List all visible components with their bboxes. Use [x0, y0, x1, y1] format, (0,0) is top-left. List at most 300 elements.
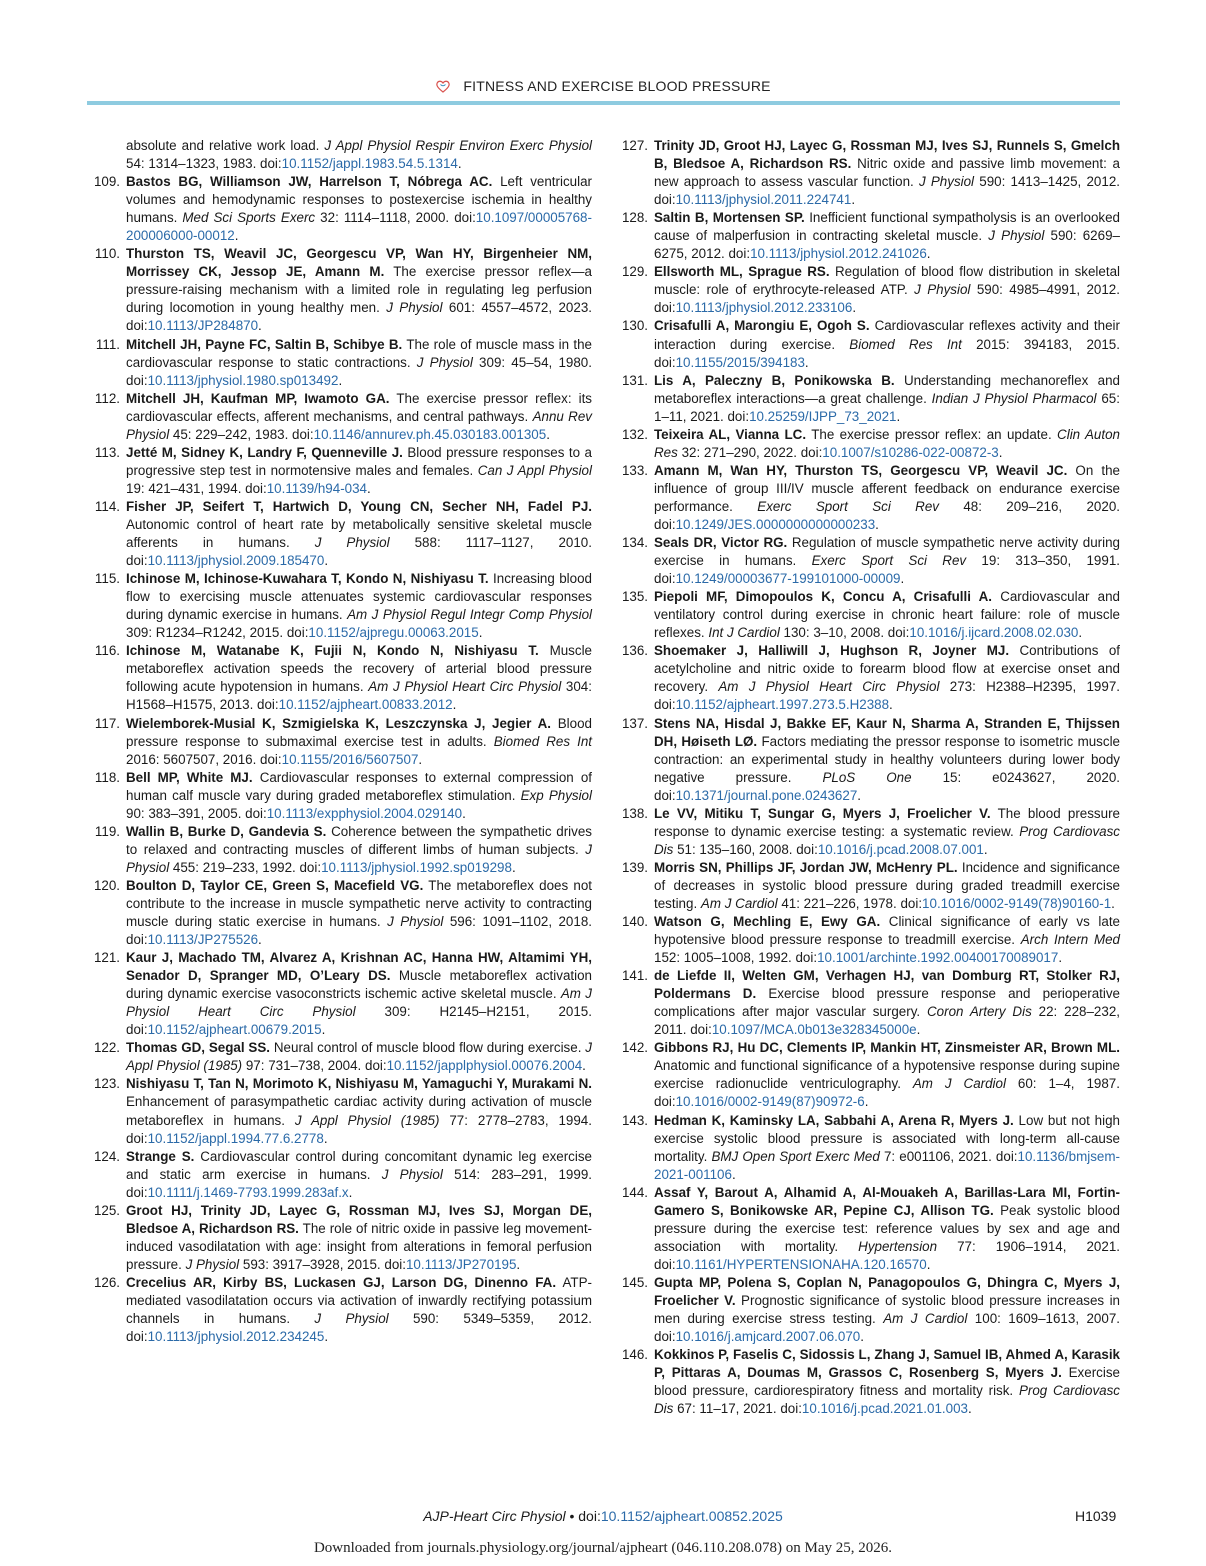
reference-citation: 593: 3917–3928, 2015. doi: — [242, 1256, 406, 1272]
reference-authors: Saltin B, Mortensen SP. — [654, 210, 805, 226]
reference-authors: Thurston TS, Weavil JC, Georgescu VP, Wan HY, Birgenheier NM, Morrissey CK, Jessop JE, Amann M. — [126, 246, 592, 280]
reference-number: 122. — [93, 1040, 120, 1056]
reference-title: The role of nitric oxide in passive leg movement-induced vasodilatation with age: insight from alterations in femoral perfusion pressure. — [126, 1220, 592, 1272]
reference-number: 115. — [94, 571, 120, 587]
reference-authors: Gibbons RJ, Hu DC, Clements IP, Mankin HT, Zinsmeister AR, Brown ML. — [654, 1040, 1120, 1056]
reference-number: 117. — [94, 715, 120, 731]
reference-entry — [614, 1346, 1120, 1418]
reference-title: Cardiovascular reflexes activity and their interaction during exercise. — [654, 318, 1120, 352]
reference-title: Prognostic significance of systolic blood pressure increases in men during exercise stress testing. — [654, 1293, 1120, 1327]
reference-authors: Kaur J, Machado TM, Alvarez A, Krishnan AC, Hanna HW, Altamimi YH, Senador D, Spranger MD, O’Leary DS. — [126, 950, 592, 984]
reference-entry — [614, 426, 1120, 462]
reference-entry — [614, 588, 1120, 642]
spacer — [384, 264, 393, 279]
reference-number: 146. — [621, 1347, 648, 1363]
spacer — [356, 1004, 385, 1019]
reference-authors: Ichinose M, Ichinose-Kuwahara T, Kondo N, Nishiyasu T. — [126, 571, 489, 587]
reference-entry — [86, 1148, 592, 1202]
reference-citation: 45: 229–242, 1983. doi: — [172, 426, 314, 442]
reference-entry — [86, 173, 592, 245]
reference-end: . — [852, 300, 857, 316]
reference-end: . — [258, 318, 262, 334]
reference-journal: J Physiol — [387, 914, 444, 930]
reference-citation: 67: 11–17, 2021. doi: — [677, 1401, 802, 1417]
reference-number: 119. — [94, 823, 120, 839]
reference-doi-link[interactable]: 10.1113/jphysiol.2012.234245 — [147, 1329, 325, 1345]
spacer — [967, 1311, 974, 1326]
reference-citation: 48: 209–216, 2020. doi: — [654, 498, 1120, 532]
reference-authors: Seals DR, Victor RG. — [654, 535, 788, 551]
header-title: FITNESS AND EXERCISE BLOOD PRESSURE — [463, 78, 771, 95]
reference-journal: J Physiol — [126, 841, 592, 875]
reference-end: . — [321, 1022, 326, 1038]
reference-entry — [86, 336, 592, 390]
reference-citation: 32: 1114–1118, 2000. doi: — [320, 210, 476, 226]
reference-citation: 41: 221–226, 1978. doi: — [781, 895, 923, 911]
reference-entry — [614, 372, 1120, 426]
spacer — [443, 1167, 454, 1182]
reference-end: . — [258, 932, 262, 948]
reference-title: Coherence between the sympathetic drives to relaxed and contracting muscles of different limbs of human subjects. — [126, 823, 592, 857]
reference-title: The exercise pressor reflex: its cardiovascular effects, afferent mechanisms, and central pathways. — [126, 390, 592, 424]
spacer — [1009, 643, 1019, 658]
reference-number: 141. — [621, 968, 648, 984]
reference-journal: Clin Auton Res — [654, 426, 1120, 460]
reference-citation: 304: H1568–H1575, 2013. doi: — [126, 679, 592, 713]
reference-authors: Morris SN, Phillips JF, Jordan JW, McHenry PL. — [654, 859, 958, 875]
reference-end: . — [546, 426, 550, 442]
reference-journal: Hypertension — [858, 1238, 938, 1254]
reference-title: Contributions of acetylcholine and nitric oxide to forearm blood flow at exercise onset and recovery. — [654, 643, 1120, 695]
reference-entry — [86, 390, 592, 444]
reference-title: absolute and relative work load. — [126, 138, 320, 153]
reference-entry — [86, 1274, 592, 1346]
spacer — [991, 806, 998, 821]
reference-end: . — [1078, 625, 1083, 641]
reference-authors: Bastos BG, Williamson JW, Harrelson T, Nóbrega AC. — [126, 174, 493, 190]
reference-authors: Boulton D, Taylor CE, Green S, Macefield VG. — [126, 877, 424, 893]
reference-authors: Gupta MP, Polena S, Coplan N, Panagopoulos G, Dhingra C, Myers J, Froelicher V. — [654, 1274, 1120, 1308]
reference-journal: Am J Physiol Regul Integr Comp Physiol — [347, 607, 592, 623]
reference-title: Cardiovascular and ventilatory control during exercise in chronic heart failure: role of muscle reflexes. — [654, 589, 1120, 641]
reference-number: 140. — [621, 914, 648, 930]
reference-entry — [614, 534, 1120, 588]
reference-doi-link[interactable]: 10.1113/jphysiol.1980.sp013492 — [147, 372, 339, 388]
reference-doi-link[interactable]: 10.1016/0002-9149(87)90972-6 — [675, 1094, 865, 1110]
reference-end: . — [983, 841, 988, 857]
reference-doi-link[interactable]: 10.1152/jappl.1983.54.5.1314 — [281, 156, 458, 172]
reference-number: 143. — [621, 1112, 648, 1128]
reference-title: The exercise pressor reflex—a pressure-raising mechanism with a limited role in regulating leg perfusion during locomotion in young healthy men. — [126, 264, 592, 316]
reference-doi-link[interactable]: 10.1113/jphysiol.2012.233106 — [675, 300, 853, 316]
reference-end: . — [804, 354, 809, 370]
reference-doi-link[interactable]: 10.1152/ajpheart.1997.273.5.H2388 — [675, 697, 890, 713]
reference-citation: 309: H2145–H2151, 2015. doi: — [126, 1004, 592, 1038]
reference-authors: Assaf Y, Barout A, Alhamid A, Al-Mouakeh A, Barillas-Lara MI, Fortin-Gamero S, Bonikowske AR, Pepine CJ, Allison TG. — [654, 1184, 1120, 1218]
reference-authors: de Liefde II, Welten GM, Verhagen HJ, van Domburg RT, Stolker RJ, Poldermans D. — [654, 968, 1120, 1002]
reference-citation: 590: 5349–5359, 2012. doi: — [126, 1311, 592, 1345]
reference-citation: 77: 2778–2783, 1994. doi: — [126, 1112, 592, 1146]
reference-doi-link[interactable]: 10.1155/2015/394183 — [675, 354, 805, 370]
reference-journal: J Appl Physiol Respir Environ Exerc Physiol — [324, 138, 592, 153]
page-number: H1039 — [1075, 1508, 1117, 1524]
reference-end: . — [889, 697, 893, 713]
reference-authors: Crisafulli A, Marongiu E, Ogoh S. — [654, 318, 870, 334]
reference-doi-link[interactable]: 10.1113/jphysiol.2011.224741 — [675, 192, 852, 208]
reference-journal: Am J Physiol Heart Circ Physiol — [718, 679, 940, 695]
reference-doi-link[interactable]: 10.1146/annurev.ph.45.030183.001305 — [313, 426, 547, 442]
reference-entry — [86, 245, 592, 335]
reference-authors: Ellsworth ML, Sprague RS. — [654, 264, 830, 280]
reference-authors: Amann M, Wan HY, Thurston TS, Georgescu VP, Weavil JC. — [654, 462, 1068, 478]
reference-doi-link[interactable]: 10.1113/jphysiol.2012.241026 — [750, 246, 927, 262]
reference-citation: 15: e0243627, 2020. doi: — [654, 769, 1120, 803]
reference-entry — [614, 1039, 1120, 1111]
reference-entry — [614, 462, 1120, 534]
reference-end: . — [860, 1329, 864, 1345]
reference-title: The blood pressure response to dynamic exercise testing: a systematic review. — [654, 805, 1120, 839]
references-left-column — [86, 137, 592, 1346]
reference-journal: Prog Cardiovasc Dis — [654, 823, 1120, 857]
spacer — [939, 499, 963, 514]
reference-entry — [86, 498, 592, 570]
spacer — [551, 716, 558, 731]
reference-number: 138. — [621, 805, 648, 821]
reference-number: 134. — [621, 535, 648, 551]
spacer — [390, 535, 415, 550]
reference-journal: Indian J Physiol Pharmacol — [931, 390, 1097, 406]
reference-end: . — [324, 553, 329, 569]
reference-journal: Exerc Sport Sci Rev — [811, 553, 967, 569]
footer-citation — [0, 1508, 1206, 1524]
reference-end: . — [367, 480, 371, 496]
reference-journal: Exp Physiol — [520, 787, 592, 803]
reference-authors: Wielemborek-Musial K, Szmigielska K, Leszczynska J, Jegier A. — [126, 715, 552, 731]
reference-title: Autonomic control of heart rate by metabolically sensitive skeletal muscle afferents in humans. — [126, 516, 592, 551]
reference-number: 126. — [93, 1274, 120, 1290]
reference-doi-link[interactable]: 10.1016/j.amjcard.2007.06.070 — [675, 1329, 861, 1345]
reference-title: Muscle metaboreflex activation speeds the recovery of arterial blood pressure following acute hypotension in humans. — [126, 643, 592, 695]
reference-end: . — [234, 228, 239, 244]
reference-journal: J Physiol — [914, 282, 971, 298]
reference-journal: Exerc Sport Sci Rev — [757, 498, 939, 514]
footer-separator: • doi: — [565, 1508, 601, 1524]
reference-citation: 588: 1117–1127, 2010. doi: — [126, 535, 592, 569]
reference-doi-link[interactable]: 10.1113/expphysiol.2004.029140 — [266, 805, 463, 821]
reference-doi-link[interactable]: 10.1016/j.pcad.2021.01.003 — [801, 1401, 968, 1417]
reference-journal: PLoS One — [822, 769, 912, 785]
reference-end: . — [324, 1329, 329, 1345]
reference-title: Muscle metaboreflex activation during dynamic exercise vasoconstricts ischemic active skeletal muscle. — [126, 968, 592, 1002]
reference-entry — [614, 913, 1120, 967]
spacer — [370, 1167, 381, 1182]
reference-end: . — [452, 697, 457, 713]
reference-title: Low but not high exercise systolic blood pressure is associated with long-term all-cause mortality. — [654, 1112, 1120, 1164]
reference-citation: 2015: 394183, 2015. doi: — [654, 336, 1120, 370]
references-right-column — [614, 137, 1120, 1418]
reference-entry — [614, 859, 1120, 913]
reference-journal: Arch Intern Med — [1020, 932, 1120, 948]
reference-doi-link[interactable]: 10.1016/j.ijcard.2008.02.030 — [909, 625, 1079, 641]
reference-journal: J Physiol — [381, 1166, 443, 1182]
reference-journal: Am J Cardiol — [883, 1311, 968, 1327]
reference-citation: 309: R1234–R1242, 2015. doi: — [126, 625, 309, 641]
reference-doi-link[interactable]: 10.1136/bmjsem-2021-001106 — [654, 1148, 1120, 1182]
reference-authors: Piepoli MF, Dimopoulos K, Concu A, Crisafulli A. — [654, 589, 993, 605]
reference-authors: Kokkinos P, Faselis C, Sidossis L, Zhang J, Samuel IB, Ahmed A, Karasik P, Pittaras A, Doumas M, Grassos C, Rosenberg S, Myers J. — [654, 1347, 1120, 1381]
reference-journal: Int J Cardiol — [708, 625, 780, 641]
reference-citation: 77: 1906–1914, 2021. doi: — [654, 1238, 1120, 1272]
reference-doi-link[interactable]: 10.25259/IJPP_73_2021 — [749, 408, 897, 424]
reference-citation: 22: 228–232, 2011. doi: — [654, 1004, 1120, 1038]
reference-journal: Am J Cardiol — [912, 1076, 1006, 1092]
reference-title: Cardiovascular responses to external compression of human calf muscle vary during graded metaboreflex stimulation. — [126, 769, 592, 803]
reference-end: . — [731, 1166, 736, 1182]
footer-journal: AJP-Heart Circ Physiol — [423, 1508, 566, 1524]
reference-title: Exercise blood pressure response and perioperative complications after major vascular surgery. — [654, 986, 1120, 1020]
reference-authors: Hedman K, Kaminsky LA, Sabbahi A, Arena R, Myers J. — [654, 1112, 1014, 1128]
reference-entry — [86, 642, 592, 714]
reference-authors: Shoemaker J, Halliwill J, Hughson R, Joyner MJ. — [654, 643, 1010, 659]
reference-end: . — [457, 156, 462, 172]
reference-doi-link[interactable]: 10.1016/0002-9149(78)90160-1 — [922, 895, 1112, 911]
spacer — [920, 1004, 927, 1019]
spacer — [756, 986, 768, 1001]
reference-entry — [86, 823, 592, 877]
reference-entry — [614, 1274, 1120, 1346]
spacer — [895, 373, 904, 388]
reference-title: Understanding mechanoreflex and metaboreflex interactions—a great challenge. — [654, 372, 1120, 406]
reference-title: Exercise blood pressure, cardiorespiratory fitness and mortality risk. — [654, 1365, 1120, 1399]
reference-entry — [614, 209, 1120, 263]
reference-doi-link[interactable]: 10.1152/ajpheart.00679.2015 — [147, 1022, 322, 1038]
reference-title: Anatomic and functional significance of a hypotensive response during supine exercise radionuclide ventriculography. — [654, 1058, 1120, 1092]
reference-title: ATP-mediated vasodilatation occurs via activation of inwardly rectifying potassium channels in humans. — [126, 1274, 592, 1327]
reference-number: 118. — [94, 769, 120, 785]
reference-number: 131. — [621, 372, 648, 388]
reference-end: . — [926, 1256, 931, 1272]
reference-end: . — [864, 1094, 869, 1110]
header-rule — [87, 101, 1120, 105]
reference-doi-link[interactable]: 10.1113/jphysiol.2009.185470 — [147, 553, 325, 569]
reference-journal: J Appl Physiol (1985) — [294, 1112, 440, 1128]
reference-entry — [614, 642, 1120, 714]
reference-authors: Mitchell JH, Payne FC, Saltin B, Schibye B. — [126, 336, 403, 352]
spacer — [539, 643, 550, 658]
reference-citation: 273: H2388–H2395, 1997. doi: — [654, 679, 1120, 713]
reference-number: 110. — [94, 246, 120, 262]
reference-number: 120. — [93, 877, 120, 893]
reference-doi-link[interactable]: 10.1152/ajpheart.00833.2012 — [278, 697, 453, 713]
reference-number: 130. — [621, 318, 648, 334]
reference-authors: Trinity JD, Groot HJ, Layec G, Rossman MJ, Ives SJ, Runnels S, Gmelch B, Bledsoe A, Richardson RS. — [654, 138, 1120, 172]
spacer — [285, 1113, 295, 1128]
reference-citation: 51: 135–160, 2008. doi: — [677, 841, 818, 857]
reference-doi-link[interactable]: 10.1113/JP284870 — [147, 318, 259, 334]
reference-end: . — [896, 408, 901, 424]
reference-number: 128. — [621, 210, 648, 226]
reference-citation: 54: 1314–1323, 1983. doi: — [126, 156, 282, 172]
reference-journal: BMJ Open Sport Exerc Med — [711, 1148, 880, 1164]
reference-end: . — [967, 1401, 972, 1417]
reference-doi-link[interactable]: 10.1097/00005768-200006000-00012 — [126, 210, 592, 244]
reference-number: 145. — [621, 1274, 648, 1290]
reference-doi-link[interactable]: 10.1001/archinte.1992.00400170089017 — [817, 950, 1059, 966]
reference-citation: 2016: 5607507, 2016. doi: — [126, 751, 282, 767]
reference-title: Regulation of blood flow distribution in skeletal muscle: role of erythrocyte-released ATP. — [654, 264, 1120, 298]
reference-authors: Stens NA, Hisdal J, Bakke EF, Kaur N, Sharma A, Stranden E, Thijssen DH, Høiseth LØ. — [654, 715, 1120, 749]
reference-citation: 19: 313–350, 1991. doi: — [654, 553, 1120, 587]
spacer — [1032, 1004, 1039, 1019]
reference-doi-link[interactable]: 10.1097/MCA.0b013e328345000e — [711, 1022, 917, 1038]
spacer — [939, 679, 949, 694]
reference-title: On the influence of group III/IV muscle afferent feedback on endurance exercise performance. — [654, 462, 1120, 514]
reference-end: . — [1111, 895, 1115, 911]
reference-entry — [86, 1202, 592, 1274]
reference-entry — [86, 1039, 592, 1075]
reference-doi-link[interactable]: 10.1139/h94-034 — [266, 480, 368, 496]
spacer — [290, 1311, 314, 1326]
reference-title: Cardiovascular control during concomitant dynamic leg exercise and static arm exercise in humans. — [126, 1148, 592, 1182]
reference-end: . — [851, 192, 856, 208]
spacer — [962, 337, 976, 352]
reference-title: Neural control of muscle blood flow during exercise. — [273, 1040, 582, 1056]
reference-title: Enhancement of parasympathetic cardiac activity during activation of muscle metaboreflex in humans. — [126, 1094, 592, 1128]
download-note: Downloaded from journals.physiology.org/journal/ajpheart (046.110.208.078) on May 25, 2026. — [313, 1540, 893, 1556]
reference-doi-link[interactable]: 10.1371/journal.pone.0243627 — [675, 787, 858, 803]
reference-doi-link[interactable]: 10.1007/s10286-022-00872-3 — [822, 444, 999, 460]
reference-title: The metaboreflex does not contribute to the increase in muscle sympathetic nerve activity to contracting muscle during static exercise in humans. — [126, 877, 593, 930]
reference-citation: 60: 1–4, 1987. doi: — [654, 1076, 1120, 1110]
footer-doi-link[interactable]: 10.1152/ajpheart.00852.2025 — [600, 1508, 783, 1524]
spacer — [253, 770, 260, 785]
reference-number: 124. — [93, 1148, 120, 1164]
reference-number: 137. — [621, 715, 648, 731]
reference-doi-link[interactable]: 10.1111/j.1469-7793.1999.283af.x — [147, 1184, 349, 1200]
reference-entry — [614, 715, 1120, 805]
reference-entry — [86, 1075, 592, 1147]
reference-citation: 455: 219–233, 1992. doi: — [172, 859, 322, 875]
heart-icon — [435, 78, 451, 97]
spacer — [912, 770, 943, 785]
reference-end: . — [926, 246, 931, 262]
reference-citation: 19: 421–431, 1994. doi: — [126, 480, 267, 496]
spacer — [835, 337, 849, 352]
reference-citation: 514: 283–291, 1999. doi: — [126, 1166, 592, 1200]
reference-doi-link[interactable]: 10.1152/jappl.1994.77.6.2778 — [147, 1130, 324, 1146]
reference-entry — [614, 263, 1120, 317]
running-header — [0, 78, 1206, 97]
reference-end: . — [478, 625, 483, 641]
reference-title: Clinical significance of early vs late hypotensive blood pressure response to treadmill exercise. — [654, 914, 1120, 948]
reference-title: Increasing blood flow to exercising muscle attenuates systemic cardiovascular responses during dynamic exercise in humans. — [126, 571, 592, 623]
reference-title: Peak systolic blood pressure during the exercise test: reference values by sex and age and association with mortality. — [654, 1202, 1121, 1254]
reference-entry — [614, 805, 1120, 859]
reference-journal: Am J Physiol Heart Circ Physiol — [126, 986, 592, 1020]
spacer — [1062, 1365, 1069, 1380]
reference-entry — [86, 877, 592, 949]
reference-title: Regulation of muscle sympathetic nerve activity during exercise in humans. — [654, 535, 1120, 569]
reference-doi-link[interactable]: 10.1161/HYPERTENSIONAHA.120.16570 — [675, 1256, 927, 1272]
reference-number: 112. — [94, 390, 120, 406]
spacer — [708, 679, 718, 694]
reference-journal: Biomed Res Int — [493, 733, 592, 749]
spacer — [901, 1076, 913, 1091]
spacer — [439, 1113, 449, 1128]
reference-citation: 97: 731–738, 2004. doi: — [245, 1058, 387, 1074]
reference-authors: Bell MP, White MJ. — [126, 769, 253, 785]
reference-doi-link[interactable]: 10.1152/japplphysiol.00076.2004 — [386, 1058, 583, 1074]
reference-citation: 7: e001106, 2021. doi: — [883, 1148, 1018, 1164]
reference-number: 133. — [621, 462, 648, 478]
reference-number: 113. — [94, 444, 120, 460]
reference-journal: J Physiol — [988, 228, 1045, 244]
reference-journal: J Physiol — [416, 354, 473, 370]
reference-number: 109. — [93, 174, 120, 190]
reference-authors: Thomas GD, Segal SS. — [126, 1040, 271, 1056]
reference-authors: Crecelius AR, Kirby BS, Luckasen GJ, Larson DG, Dinenno FA. — [126, 1274, 557, 1290]
reference-doi-link[interactable]: 10.1113/JP275526 — [147, 932, 259, 948]
reference-end: . — [582, 1058, 586, 1074]
reference-end: . — [348, 1184, 353, 1200]
reference-doi-link[interactable]: 10.1113/JP270195 — [405, 1256, 517, 1272]
reference-journal: J Physiol — [386, 300, 443, 316]
spacer — [733, 499, 757, 514]
reference-entry — [86, 949, 592, 1039]
spacer — [937, 1239, 957, 1254]
reference-doi-link[interactable]: 10.1113/jphysiol.1992.sp019298 — [321, 859, 512, 875]
reference-number: 111. — [95, 336, 120, 352]
reference-doi-link[interactable]: 10.1249/JES.0000000000000233 — [675, 516, 876, 532]
reference-entry — [614, 137, 1120, 209]
spacer — [487, 734, 494, 749]
reference-doi-link[interactable]: 10.1016/j.pcad.2008.07.001 — [817, 841, 984, 857]
reference-title: The role of muscle mass in the cardiovascular response to static contractions. — [126, 336, 592, 370]
reference-end: . — [916, 1022, 921, 1038]
reference-title: Nitric oxide and passive limb movement: a new approach to assess vascular function. — [654, 156, 1120, 190]
reference-citation: 152: 1005–1008, 1992. doi: — [654, 950, 818, 966]
reference-entry — [86, 769, 592, 823]
reference-title: Blood pressure response to submaximal exercise test in adults. — [126, 715, 592, 749]
reference-title: The exercise pressor reflex: an update. — [811, 426, 1052, 442]
reference-authors: Lis A, Paleczny B, Ponikowska B. — [654, 372, 895, 388]
reference-entry — [614, 967, 1120, 1039]
spacer — [492, 174, 500, 189]
reference-journal: Med Sci Sports Exerc — [182, 210, 316, 226]
reference-doi-link[interactable]: 10.1249/00003677-199101000-00009 — [675, 571, 901, 587]
reference-end: . — [998, 444, 1003, 460]
reference-title: Blood pressure responses to a progressive step test in normotensive males and females. — [126, 444, 592, 478]
reference-doi-link[interactable]: 10.1155/2016/5607507 — [281, 751, 419, 767]
reference-end: . — [875, 516, 879, 532]
reference-title: Inefficient functional sympatholysis is an overlooked cause of malperfusion in contracting skeletal muscle. — [654, 210, 1120, 244]
reference-end: . — [418, 751, 423, 767]
spacer — [966, 553, 981, 568]
reference-journal: J Physiol — [918, 174, 975, 190]
reference-number: 127. — [621, 138, 648, 153]
spacer — [1006, 1076, 1018, 1091]
reference-authors: Groot HJ, Trinity JD, Layec G, Rossman MJ, Ives SJ, Morgan DE, Bledsoe A, Richardson RS. — [126, 1202, 592, 1236]
reference-journal: J Physiol — [185, 1256, 240, 1272]
reference-journal: Biomed Res Int — [849, 336, 962, 352]
reference-authors: Fisher JP, Seifert T, Hartwich D, Young CN, Secher NH, Fadel PJ. — [126, 498, 592, 514]
reference-entry — [86, 137, 592, 173]
reference-number: 144. — [621, 1184, 648, 1200]
reference-end: . — [857, 787, 862, 803]
reference-citation: 130: 3–10, 2008. doi: — [783, 625, 910, 641]
reference-doi-link[interactable]: 10.1152/ajpregu.00063.2015 — [308, 625, 479, 641]
spacer — [880, 914, 889, 929]
